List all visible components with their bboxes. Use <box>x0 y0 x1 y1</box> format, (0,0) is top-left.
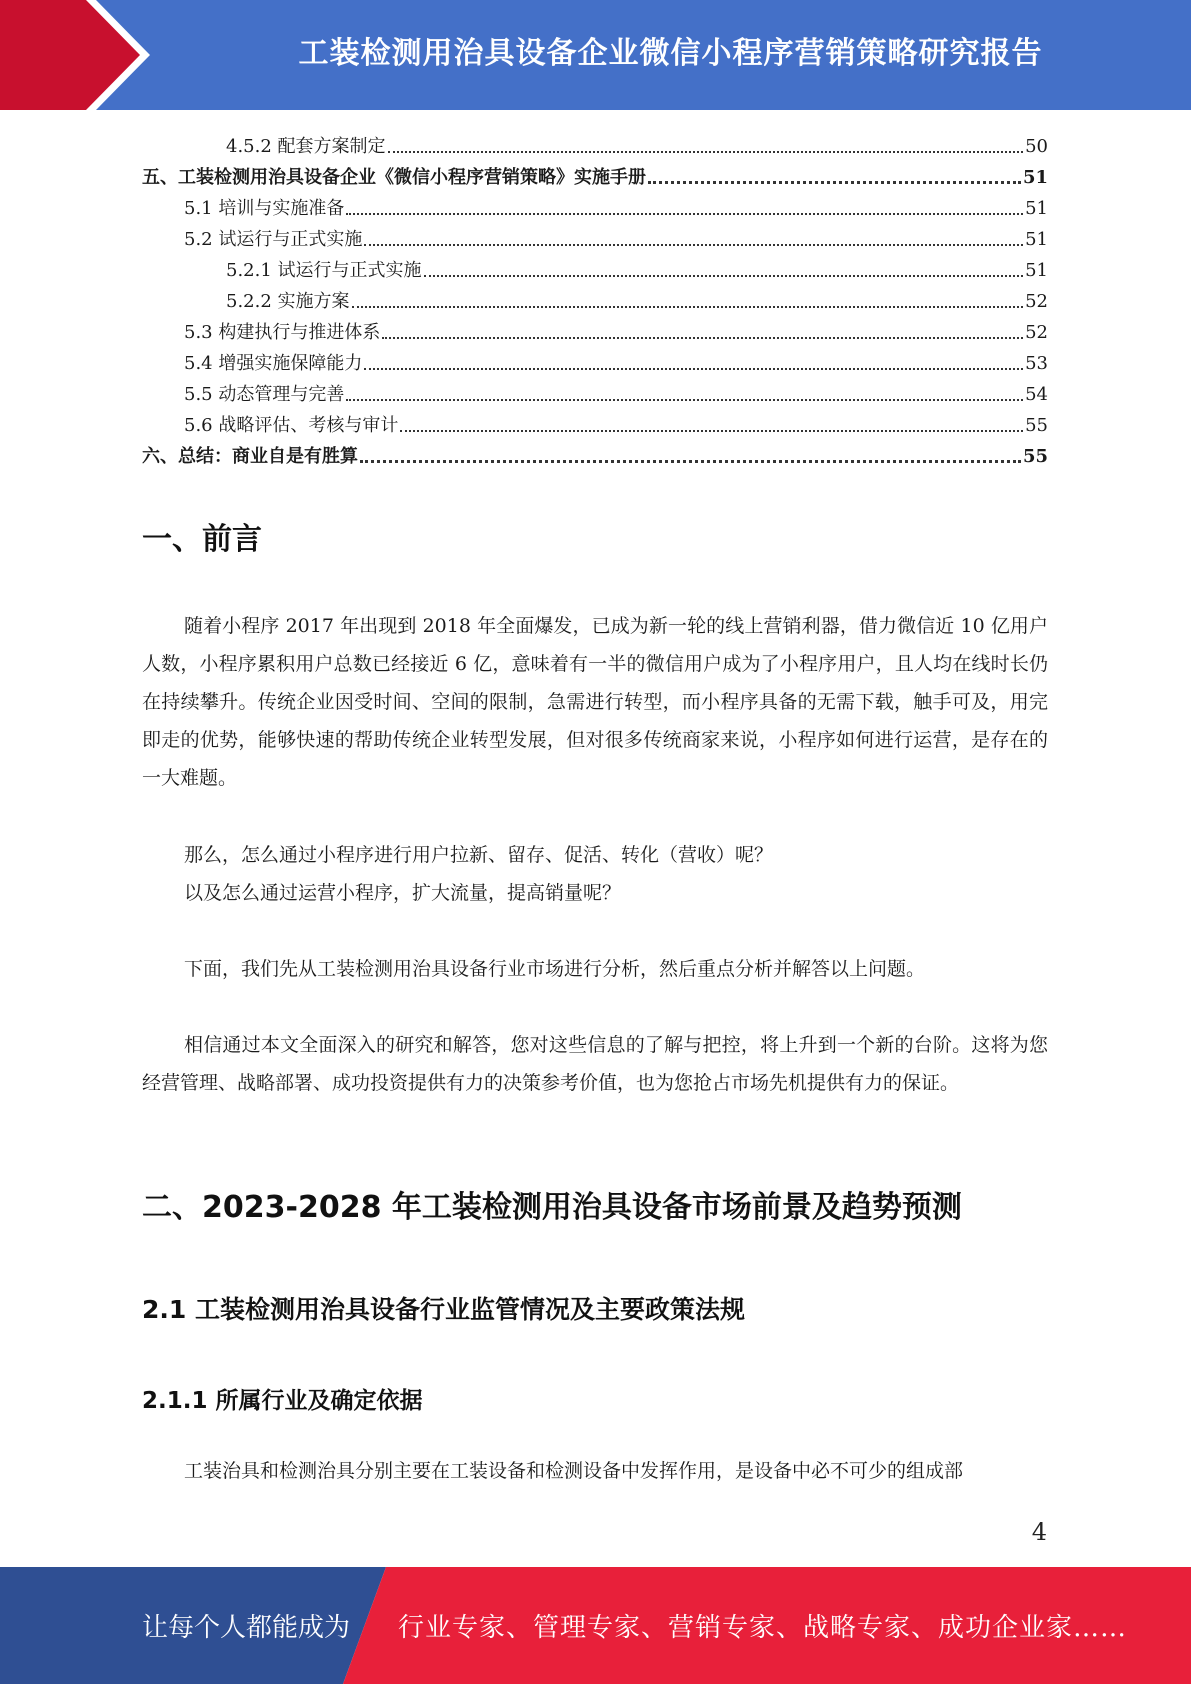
toc-entry[interactable] <box>142 375 1048 406</box>
toc-entry[interactable] <box>142 251 1048 282</box>
report-title: 工装检测用治具设备企业微信小程序营销策略研究报告 <box>298 36 1043 71</box>
page-header <box>0 0 1191 110</box>
toc-entry-label: 5.6 战略评估、考核与审计 <box>184 415 399 436</box>
toc-entry-label: 5.2 试运行与正式实施 <box>184 229 363 250</box>
subsection-heading-2-1-1: 2.1.1 所属行业及确定依据 <box>142 1388 423 1414</box>
toc-entry-label: 5.1 培训与实施准备 <box>184 198 345 219</box>
toc-entry-label: 5.2.2 实施方案 <box>226 291 350 312</box>
toc-entry-page: 54 <box>1025 384 1048 405</box>
toc-entry-label: 六、总结：商业自是有胜算 <box>142 446 358 467</box>
toc-leader-dots <box>648 181 1021 184</box>
toc-entry-page: 51 <box>1025 260 1048 281</box>
paragraph-analysis: 下面，我们先从工装检测用治具设备行业市场进行分析，然后重点分析并解答以上问题。 <box>184 958 926 980</box>
toc-leader-dots <box>382 337 1023 339</box>
toc-entry-page: 55 <box>1022 446 1048 467</box>
toc-entry[interactable] <box>142 344 1048 375</box>
toc-entry-page: 51 <box>1022 167 1048 188</box>
paragraph-question-2: 以及怎么通过运营小程序，扩大流量，提高销量呢？ <box>184 882 622 904</box>
toc-entry-page: 51 <box>1025 198 1048 219</box>
paragraph-intro: 随着小程序 2017 年出现到 2018 年全面爆发，已成为新一轮的线上营销利器，借力微信近 10 亿用户人数，小程序累积用户总数已经接近 6 亿，意味着有一半的微信用户成为了小程序用户，且人均在线时长仍在持续攀升。传统企业因受时间、空间的限制，急需进行转型，而小程序具备的无需下载，触手可及，用完即走的优势，能够快速的帮助传统企业转型发展，但对很多传统商家来说，小程序如何进行运营，是存在的一大难题。 <box>142 615 1048 789</box>
toc-entry[interactable] <box>142 189 1048 220</box>
toc-leader-dots <box>364 368 1023 370</box>
toc-leader-dots <box>388 151 1024 153</box>
page-number: 4 <box>1031 1518 1047 1546</box>
footer-slogan-right: 行业专家、管理专家、营销专家、战略专家、成功企业家…… <box>398 1613 1128 1643</box>
toc-entry[interactable] <box>142 282 1048 313</box>
toc-entry-label: 5.2.1 试运行与正式实施 <box>226 260 422 281</box>
toc-entry-label: 5.3 构建执行与推进体系 <box>184 322 381 343</box>
toc-entry[interactable] <box>142 220 1048 251</box>
paragraph-fixtures: 工装治具和检测治具分别主要在工装设备和检测设备中发挥作用，是设备中必不可少的组成部 <box>184 1460 964 1482</box>
toc-entry-page: 50 <box>1025 136 1048 157</box>
toc-entry-page: 51 <box>1025 229 1048 250</box>
toc-entry-page: 52 <box>1025 322 1048 343</box>
toc-leader-dots <box>360 460 1021 463</box>
paragraph-conclusion: 相信通过本文全面深入的研究和解答，您对这些信息的了解与把控，将上升到一个新的台阶。这将为您经营管理、战略部署、成功投资提供有力的决策参考价值，也为您抢占市场先机提供有力的保证。 <box>142 1034 1048 1094</box>
toc-entry[interactable] <box>142 437 1048 468</box>
toc-entry-page: 52 <box>1025 291 1048 312</box>
toc-leader-dots <box>352 306 1024 308</box>
toc-leader-dots <box>346 213 1023 215</box>
toc-entry-label: 五、工装检测用治具设备企业《微信小程序营销策略》实施手册 <box>142 167 646 188</box>
toc-entry-label: 4.5.2 配套方案制定 <box>226 136 386 157</box>
toc-entry[interactable] <box>142 127 1048 158</box>
section-heading-preface: 一、前言 <box>142 522 262 557</box>
toc-leader-dots <box>424 275 1024 277</box>
toc-leader-dots <box>346 399 1023 401</box>
subsection-heading-2-1: 2.1 工装检测用治具设备行业监管情况及主要政策法规 <box>142 1295 745 1324</box>
toc-entry-label: 5.4 增强实施保障能力 <box>184 353 363 374</box>
toc-entry-page: 55 <box>1025 415 1048 436</box>
toc-entry[interactable] <box>142 406 1048 437</box>
page-footer <box>0 1567 1191 1684</box>
paragraph-question-1: 那么，怎么通过小程序进行用户拉新、留存、促活、转化（营收）呢？ <box>184 844 774 866</box>
toc-entry[interactable] <box>142 158 1048 189</box>
toc-entry-label: 5.5 动态管理与完善 <box>184 384 345 405</box>
section-heading-market: 二、2023-2028 年工装检测用治具设备市场前景及趋势预测 <box>142 1190 962 1225</box>
toc-leader-dots <box>400 430 1023 432</box>
toc-entry[interactable] <box>142 313 1048 344</box>
footer-slogan-left: 让每个人都能成为 <box>142 1613 351 1643</box>
toc-leader-dots <box>364 244 1023 246</box>
table-of-contents <box>142 127 1048 468</box>
toc-entry-page: 53 <box>1025 353 1048 374</box>
